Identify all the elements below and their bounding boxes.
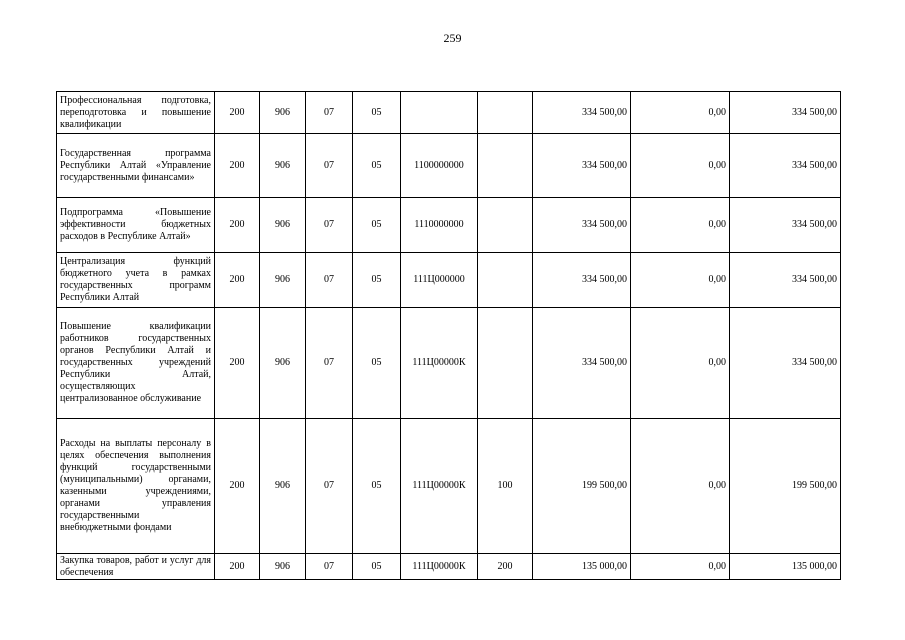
target-article-cell: 111Ц00000К (401, 554, 478, 580)
code-cell: 200 (215, 134, 260, 198)
row-name-cell: Повышение квалификации работников государственных органов Республики Алтай и государственных учреждений Республики Алтай, осуществляющих централизованное обслуживание (57, 308, 215, 419)
section-cell: 07 (306, 92, 353, 134)
total-cell: 334 500,00 (730, 198, 841, 253)
expense-type-cell (478, 308, 533, 419)
expense-type-cell (478, 134, 533, 198)
code-cell: 200 (215, 308, 260, 419)
total-cell: 334 500,00 (730, 308, 841, 419)
amount-cell: 135 000,00 (533, 554, 631, 580)
target-article-cell: 111Ц000000 (401, 253, 478, 308)
change-cell: 0,00 (631, 554, 730, 580)
subsection-cell: 05 (353, 419, 401, 554)
row-name-cell: Подпрограмма «Повышение эффективности бюджетных расходов в Республике Алтай» (57, 198, 215, 253)
amount-cell: 334 500,00 (533, 308, 631, 419)
table-row (57, 253, 841, 308)
amount-cell: 334 500,00 (533, 134, 631, 198)
page-number: 259 (443, 31, 462, 45)
expense-type-cell (478, 198, 533, 253)
section-cell: 07 (306, 253, 353, 308)
ministry-cell: 906 (260, 92, 306, 134)
target-article-cell: 1110000000 (401, 198, 478, 253)
ministry-cell: 906 (260, 253, 306, 308)
table-row (57, 554, 841, 580)
ministry-cell: 906 (260, 308, 306, 419)
change-cell: 0,00 (631, 134, 730, 198)
change-cell: 0,00 (631, 198, 730, 253)
target-article-cell: 111Ц00000К (401, 419, 478, 554)
amount-cell: 199 500,00 (533, 419, 631, 554)
subsection-cell: 05 (353, 198, 401, 253)
amount-cell: 334 500,00 (533, 92, 631, 134)
code-cell: 200 (215, 554, 260, 580)
ministry-cell: 906 (260, 198, 306, 253)
code-cell: 200 (215, 198, 260, 253)
change-cell: 0,00 (631, 419, 730, 554)
table-row (57, 308, 841, 419)
budget-table-body (57, 92, 841, 580)
expense-type-cell (478, 92, 533, 134)
section-cell: 07 (306, 554, 353, 580)
subsection-cell: 05 (353, 92, 401, 134)
subsection-cell: 05 (353, 134, 401, 198)
row-name-cell: Расходы на выплаты персоналу в целях обеспечения выполнения функций государственными (муниципальными) органами, казенными учреждениями, органами управления государственными внебюджетными фондами (57, 419, 215, 554)
expense-type-cell: 200 (478, 554, 533, 580)
section-cell: 07 (306, 134, 353, 198)
change-cell: 0,00 (631, 92, 730, 134)
table-row (57, 92, 841, 134)
ministry-cell: 906 (260, 134, 306, 198)
section-cell: 07 (306, 198, 353, 253)
table-row (57, 134, 841, 198)
ministry-cell: 906 (260, 554, 306, 580)
total-cell: 199 500,00 (730, 419, 841, 554)
ministry-cell: 906 (260, 419, 306, 554)
subsection-cell: 05 (353, 308, 401, 419)
code-cell: 200 (215, 253, 260, 308)
target-article-cell (401, 92, 478, 134)
total-cell: 334 500,00 (730, 253, 841, 308)
table-row (57, 198, 841, 253)
total-cell: 135 000,00 (730, 554, 841, 580)
change-cell: 0,00 (631, 253, 730, 308)
target-article-cell: 1100000000 (401, 134, 478, 198)
row-name-cell: Государственная программа Республики Алтай «Управление государственными финансами» (57, 134, 215, 198)
row-name-cell: Централизация функций бюджетного учета в рамках государственных программ Республики Алтай (57, 253, 215, 308)
amount-cell: 334 500,00 (533, 253, 631, 308)
expense-type-cell (478, 253, 533, 308)
row-name-cell: Профессиональная подготовка, переподготовка и повышение квалификации (57, 92, 215, 134)
budget-table (56, 91, 841, 580)
row-name-cell: Закупка товаров, работ и услуг для обеспечения (57, 554, 215, 580)
code-cell: 200 (215, 419, 260, 554)
total-cell: 334 500,00 (730, 134, 841, 198)
table-row (57, 419, 841, 554)
expense-type-cell: 100 (478, 419, 533, 554)
subsection-cell: 05 (353, 253, 401, 308)
change-cell: 0,00 (631, 308, 730, 419)
total-cell: 334 500,00 (730, 92, 841, 134)
section-cell: 07 (306, 308, 353, 419)
subsection-cell: 05 (353, 554, 401, 580)
code-cell: 200 (215, 92, 260, 134)
section-cell: 07 (306, 419, 353, 554)
target-article-cell: 111Ц00000К (401, 308, 478, 419)
amount-cell: 334 500,00 (533, 198, 631, 253)
